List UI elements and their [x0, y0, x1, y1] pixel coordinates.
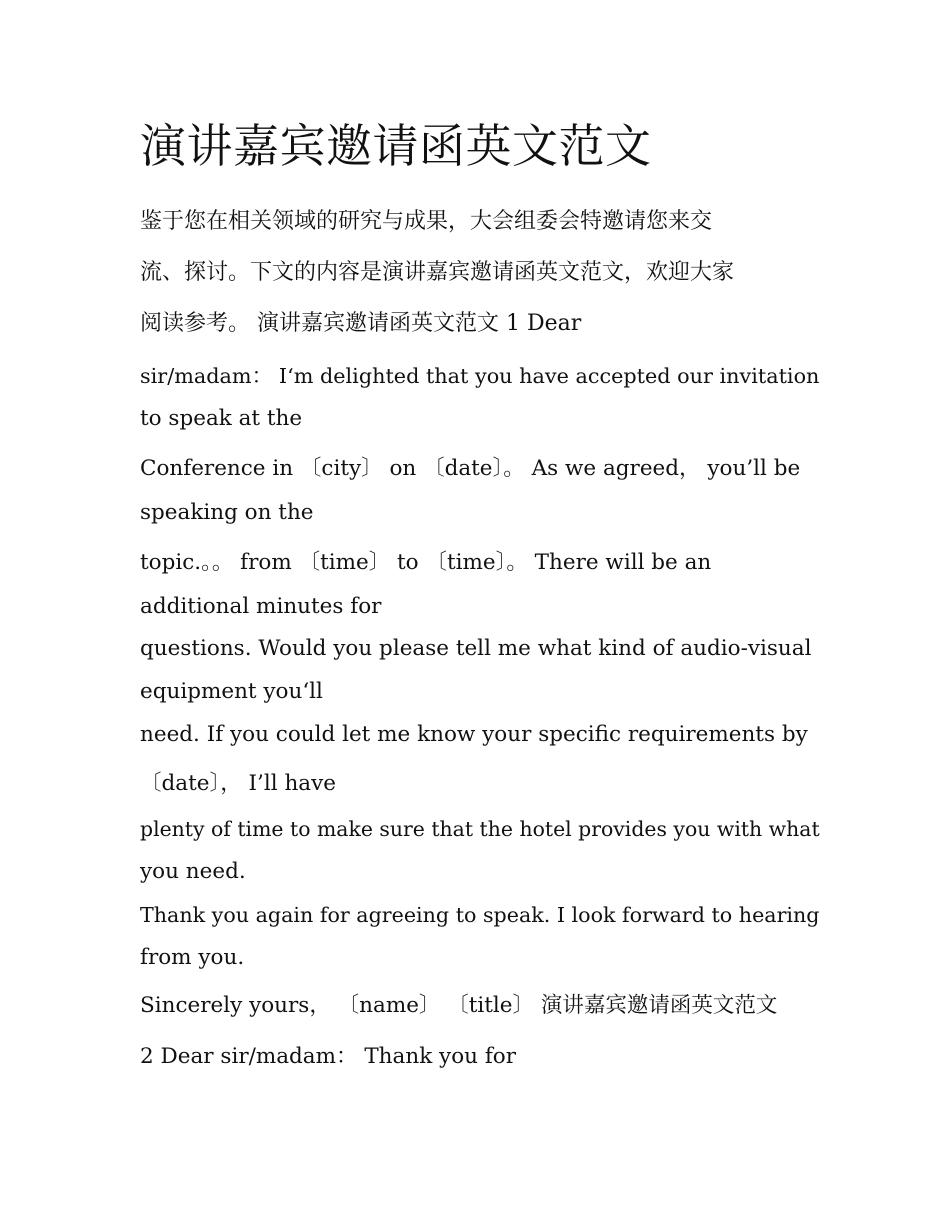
body-line-3: 阅读参考。 演讲嘉宾邀请函英文范文 1 Dear	[140, 311, 582, 336]
body-line-8: topic.。。 from 〔time〕 to 〔time〕。 There will be an	[140, 550, 712, 575]
body-line-1: 鉴于您在相关领域的研究与成果，大会组委会特邀请您来交	[140, 209, 713, 234]
body-line-13: 〔date〕， I’ll have	[140, 771, 336, 796]
body-line-19: 2 Dear sir/madam： Thank you for	[140, 1044, 517, 1069]
body-line-11: equipment you‘ll	[140, 679, 323, 704]
body-line-14: plenty of time to make sure that the hotel provides you with what	[140, 817, 820, 841]
body-line-7: speaking on the	[140, 500, 314, 525]
body-line-12: need. If you could let me know your specific requirements by	[140, 722, 808, 747]
body-line-9: additional minutes for	[140, 594, 382, 619]
body-line-17: from you.	[140, 945, 245, 970]
body-line-16: Thank you again for agreeing to speak. I look forward to hearing	[140, 903, 820, 927]
body-line-15: you need.	[140, 859, 246, 884]
body-line-18: Sincerely yours， 〔name〕 〔title〕 演讲嘉宾邀请函英文范文	[140, 993, 778, 1018]
body-line-2: 流、探讨。下文的内容是演讲嘉宾邀请函英文范文，欢迎大家	[140, 260, 735, 285]
document-title: 演讲嘉宾邀请函英文范文	[140, 119, 652, 173]
body-line-6: Conference in 〔city〕 on 〔date〕。 As we agreed， you’ll be	[140, 456, 801, 481]
body-line-4: sir/madam： I‘m delighted that you have accepted our invitation	[140, 364, 820, 388]
body-line-10: questions. Would you please tell me what kind of audio-visual	[140, 636, 812, 661]
body-line-5: to speak at the	[140, 406, 303, 431]
